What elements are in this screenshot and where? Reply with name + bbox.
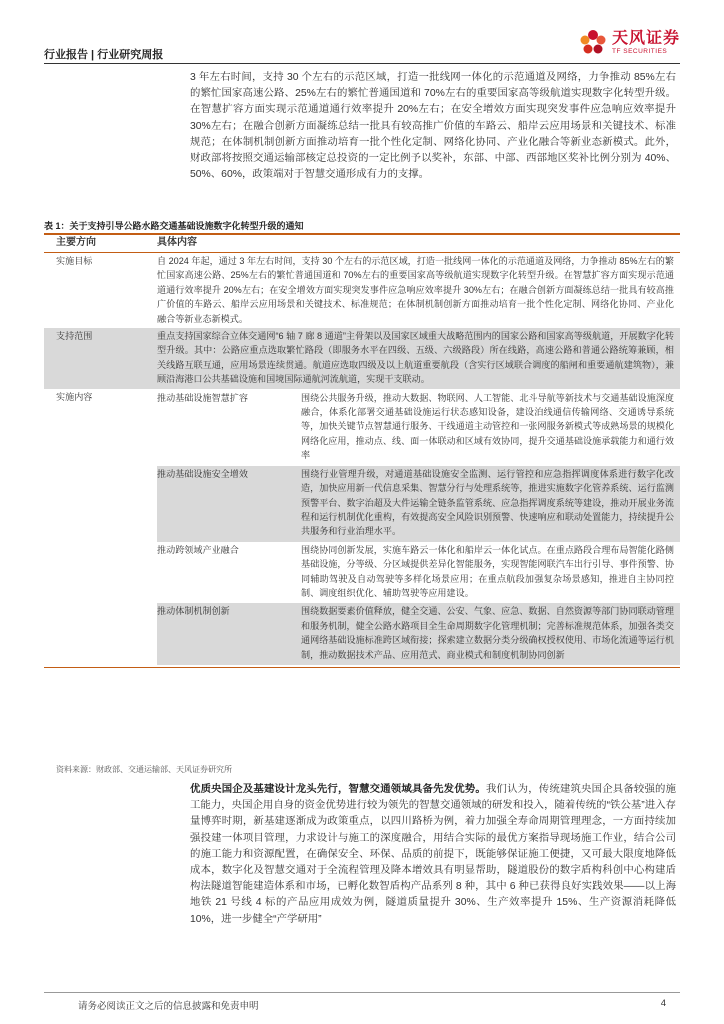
row-text: 重点支持国家综合立体交通网“6 轴 7 廊 8 通道”主骨架以及国家区域重大战略范围内的国家公路和国家高等级航道，开展数字化转型升级。其中：公路应重点选取繁忙路段（即服务水平在四级、五级、六级路段）所在线路，高速公路和普通公路统筹兼顾，相关线路互联互通，应用场景连续贯通。航道应选取四级及以上航道重要航段（含实行区域联合调度的船闸和重要通航建筑物），兼顾沿海港口公共基础设施和国境国际通航河流航道，实现干支联动。	[157, 331, 674, 385]
header-divider	[44, 63, 680, 64]
row-label: 支持范围	[56, 331, 93, 342]
table-title: 表 1：关于支持引导公路水路交通基础设施数字化转型升级的通知	[44, 221, 304, 231]
table-source: 资料来源：财政部、交通运输部、天风证券研究所	[56, 765, 232, 774]
table-row	[44, 253, 680, 328]
flower-logo-icon	[578, 28, 608, 58]
footer-divider	[44, 992, 680, 993]
report-category: 行业报告 | 行业研究周报	[44, 49, 164, 61]
sub-row	[157, 390, 680, 466]
sub-row	[157, 542, 680, 604]
sub-row-text: 围绕行业管理升级，对通道基础设施安全监测、运行管控和应急指挥调度体系进行数字化改造，加快应用新一代信息采集、智慧分行与处理系统等，推进实施数字化管养系统、运行监测预警平台、数字治超及大件运输全链条监管系统、应急指挥调度系统等建设，推动开展业务流程和运行机制优化重构，有效提高安全风险识别预警、快速响应和联动处置能力，持续提升公共服务和行业治理水平。	[301, 468, 674, 537]
body-paragraph	[190, 782, 676, 928]
table-row	[44, 389, 680, 667]
row-label: 实施目标	[56, 256, 93, 266]
table-header-row	[44, 235, 680, 253]
sub-row-text: 围绕数据要素价值释放，健全交通、公安、气象、应急、数据、自然资源等部门协同联动管理和服务机制，健全公路水路项目全生命周期数字化管理机制；完善标准规范体系，加强各类交通网络基础设施标准跨区域衔接；探索建立数据分类分级确权授权使用、市场化流通等运行机制，推动数据技术产品、应用范式、商业模式和制度机制协同创新	[301, 606, 674, 660]
row-label: 实施内容	[56, 391, 93, 402]
table-header-content: 具体内容	[157, 237, 197, 249]
policy-table	[44, 233, 680, 668]
table-header-direction: 主要方向	[56, 237, 96, 249]
sub-row-name: 推动基础设施智慧扩容	[157, 392, 248, 403]
sub-row-name: 推动体制机制创新	[157, 606, 230, 617]
sub-row-text: 围绕公共服务升级，推动大数据、物联网、人工智能、北斗导航等新技术与交通基础设施深度融合，体系化部署交通基础设施运行状态感知设备，建设泊线通信传输网络、交通诱导系统等，加快关键节点智慧通行服务、干线通道主动管控和一张网服务新模式等成熟场景的规模化网络化应用，推动点、线、面一体联动和区域有效协同，提升交通基础设施承载能力和通行效率	[301, 392, 674, 461]
footer-disclaimer: 请务必阅读正文之后的信息披露和免责申明	[78, 1001, 259, 1012]
sub-row	[157, 603, 680, 665]
row-text: 自 2024 年起，通过 3 年左右时间，支持 30 个左右的示范区域，打造一批线网一体化的示范通道及网络，力争推动 85%左右的繁忙国家高速公路、25%左右的繁忙普通国道和 70%左右的重要国家高等级航道实现数字化转型升级。在智慧扩容方面实现示范通道通行效率提升 20%左右；在安全增效方面实现突发事件应急响应效率提升 30%左右；在融合创新方面凝练总结一批具有较高推广价值的车路云、船岸云应用场景和关键技术、标准规范；在体制机制创新方面推动培育一批个性化定制、网络化协同、产业化融合等新业态新模式。	[157, 256, 674, 324]
logo-en-text: TF SECURITIES	[611, 47, 668, 55]
sub-row-text: 围绕协同创新发展，实施车路云一体化和船岸云一体化试点。在重点路段合理布局智能化路侧基础设施，分等级、分区域提供差异化智能服务，实现智能网联汽车出行引导、事件预警、协同辅助驾驶及自动驾驶等多样化场景应用；在重点航段加强复杂场景感知，推进自主协同控制、调度组织优化、辅助驾驶等应用建设。	[301, 544, 674, 598]
page-number: 4	[660, 998, 666, 1009]
logo-cn-text: 天风证券	[611, 29, 680, 47]
body-text: 我们认为，传统建筑央国企具备较强的施工能力，央国企用自身的资金优势进行较为领先的智慧交通领域的研发和投入，随着传统的“铁公基”进入存量博弈时期，新基建逐渐成为政策重点，以四川路桥为例，着力加强全寿命周期管理理念，一方面持续加强投建一体项目管理，力求设计与施工的深度融合，用结合实际的最优方案指导现场施工作业，结合公司的施工能力和资源配置，在确保安全、环保、品质的前提下，既能够保证施工便捷，又可最大限度地降低成本，数字化及智慧交通对于全流程管理及降本增效具有明显帮助，隧道股份的数字盾构科创中心构建盾构法隧道智能建造体系和市场，已孵化数智盾构产品系列 8 种，其中 6 种已获得良好实践效果——以上海地铁 21 号线 4 标的产品应用成效为例，隧道质量提升 30%、生产效率提升 15%、生产资源消耗降低 10%，进一步健全“产学研用”	[190, 784, 677, 925]
brand-logo	[578, 28, 680, 58]
body-bold-lead: 优质央国企及基建设计龙头先行，智慧交通领域具备先发优势。	[190, 784, 486, 795]
sub-row-name: 推动跨领域产业融合	[157, 544, 239, 555]
table-row	[44, 328, 680, 389]
sub-row-name: 推动基础设施安全增效	[157, 468, 248, 479]
sub-row	[157, 466, 680, 542]
intro-paragraph: 3 年左右时间，支持 30 个左右的示范区域，打造一批线网一体化的示范通道及网络，力争推动 85%左右的繁忙国家高速公路、25%左右的繁忙普通国道和 70%左右的重要国家高等级航道实现数字化转型升级。在智慧扩容方面实现示范通道通行效率提升 20%左右；在安全增效方面实现突发事件应急响应效率提升 30%左右；在融合创新方面凝练总结一批具有较高推广价值的车路云、船岸云应用场景和关键技术、标准规范；在体制机制创新方面推动培育一批个性化定制、网络化协同、产业化融合等新业态新模式。此外，财政部将按照交通运输部核定总投资的一定比例予以奖补，东部、中部、西部地区奖补比例分别为 40%、50%、60%，政策端对于智慧交通形成有力的支撑。	[190, 72, 676, 181]
